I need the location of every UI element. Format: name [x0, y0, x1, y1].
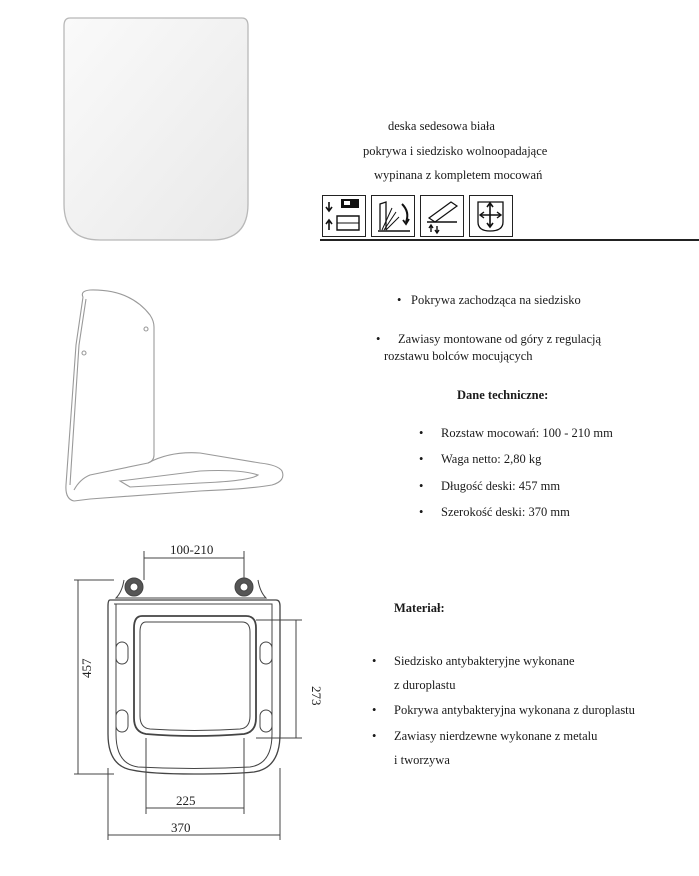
tech-text: Szerokość deski: 370 mm — [441, 505, 570, 519]
fixing-kit-icon — [322, 195, 366, 237]
product-name: deska sedesowa biała — [388, 119, 495, 133]
bullet: • — [372, 654, 377, 668]
bullet: • — [419, 426, 424, 440]
tech-item — [419, 505, 570, 520]
tech-text: Rozstaw mocowań: 100 - 210 mm — [441, 426, 613, 440]
tech-heading: Dane techniczne: — [457, 388, 549, 402]
dim-hinge-spacing: 100-210 — [170, 542, 214, 557]
bullet: • — [419, 452, 424, 466]
feature-item — [397, 293, 581, 308]
product-desc-line3: wypinana z kompletem mocowań — [374, 168, 543, 182]
feature-item — [376, 332, 601, 347]
feature-text: Pokrywa zachodząca na siedzisko — [411, 293, 581, 307]
bullet: • — [419, 479, 424, 493]
material-text: Siedzisko antybakteryjne wykonane — [394, 654, 575, 668]
material-text: Zawiasy nierdzewne wykonane z metalu — [394, 729, 598, 743]
divider-line — [320, 239, 699, 241]
seat-lid-image — [60, 14, 252, 244]
feature-text: Zawiasy montowane od góry z regulacją — [398, 332, 602, 346]
dim-width: 370 — [171, 820, 191, 835]
product-desc-line2: pokrywa i siedzisko wolnoopadające — [363, 144, 548, 158]
dim-hole-spacing: 273 — [309, 686, 324, 706]
bullet: • — [376, 332, 381, 346]
tech-text: Długość deski: 457 mm — [441, 479, 561, 493]
material-text-continued: i tworzywa — [394, 753, 450, 767]
dim-inner-width: 225 — [176, 793, 196, 808]
tech-item — [419, 426, 613, 441]
tech-text: Waga netto: 2,80 kg — [441, 452, 542, 466]
material-item — [372, 729, 597, 744]
tech-item — [419, 479, 560, 494]
quick-release-icon — [420, 195, 464, 237]
feature-text-continued: rozstawu bolców mocujących — [384, 349, 533, 363]
soft-close-icon — [371, 195, 415, 237]
bullet: • — [372, 729, 377, 743]
material-item — [372, 654, 575, 669]
material-text: Pokrywa antybakteryjna wykonana z duroplastu — [394, 703, 635, 717]
seat-side-view-image — [50, 285, 300, 510]
bullet: • — [372, 703, 377, 717]
hinge-adjust-icon — [469, 195, 513, 237]
bullet: • — [397, 293, 402, 307]
material-heading: Materiał: — [394, 601, 445, 615]
material-text-continued: z duroplastu — [394, 678, 456, 692]
dim-length: 457 — [79, 658, 94, 678]
dimension-drawing — [74, 538, 334, 842]
bullet: • — [419, 505, 424, 519]
material-item — [372, 703, 635, 718]
feature-icons — [322, 195, 518, 237]
tech-item — [419, 452, 541, 467]
